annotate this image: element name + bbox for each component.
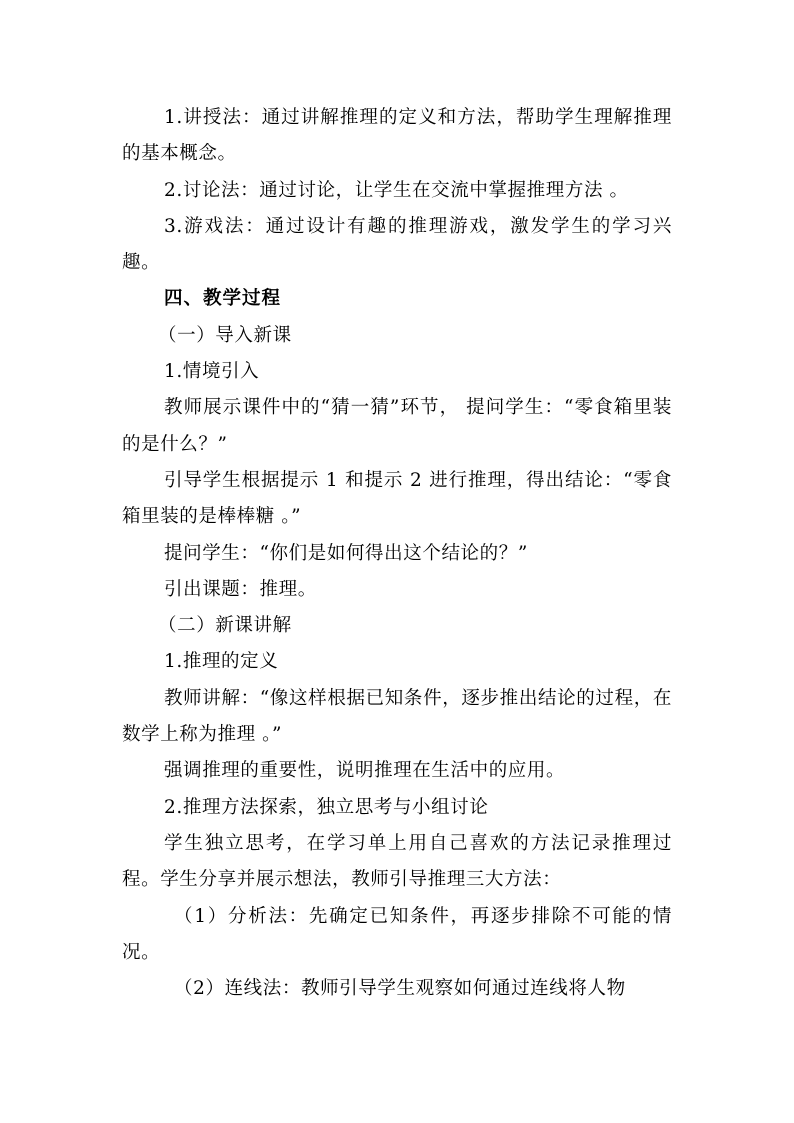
paragraph-ask-students: 提问学生：“你们是如何得出这个结论的？” <box>164 542 528 564</box>
paragraph-teacher-explains: 教师讲解：“像这样根据已知条件，逐步推出结论的过程，在数学上称为推理 。” <box>122 687 672 746</box>
paragraph-guide-reasoning: 引导学生根据提示 1 和提示 2 进行推理，得出结论：“零食箱里装的是棒棒糖 。” <box>122 469 672 528</box>
paragraph-scenario-intro: 1.情境引入 <box>164 361 260 383</box>
paragraph-method-game: 3.游戏法：通过设计有趣的推理游戏，激发学生的学习兴趣。 <box>122 215 672 274</box>
section-heading-teaching-process: 四、教学过程 <box>164 288 282 310</box>
paragraph-lesson-topic: 引出课题：推理。 <box>164 578 317 600</box>
paragraph-method-lecture: 1.讲授法：通过讲解推理的定义和方法，帮助学生理解推理的基本概念。 <box>122 107 672 165</box>
document-body <box>122 100 672 1007</box>
paragraph-definition-title: 1.推理的定义 <box>164 651 279 673</box>
paragraph-analysis-method: （1）分析法：先确定已知条件，再逐步排除不可能的情况。 <box>122 905 672 963</box>
paragraph-importance: 强调推理的重要性，说明推理在生活中的应用。 <box>164 760 566 782</box>
subheading-introduction: （一）导入新课 <box>158 324 292 346</box>
paragraph-independent-thinking: 学生独立思考，在学习单上用自己喜欢的方法记录推理过程。学生分享并展示想法，教师引导推理三大方法： <box>122 832 672 891</box>
paragraph-method-discussion: 2.讨论法：通过讨论，让学生在交流中掌握推理方法 。 <box>164 179 629 201</box>
paragraph-guess-activity: 教师展示课件中的“猜一猜”环节， 提问学生：“零食箱里装的是什么？” <box>122 397 672 455</box>
subheading-new-lesson: （二）新课讲解 <box>158 615 292 637</box>
paragraph-method-exploration: 2.推理方法探索，独立思考与小组讨论 <box>164 796 489 818</box>
paragraph-connecting-method: （2）连线法：教师引导学生观察如何通过连线将人物 <box>174 978 626 1000</box>
